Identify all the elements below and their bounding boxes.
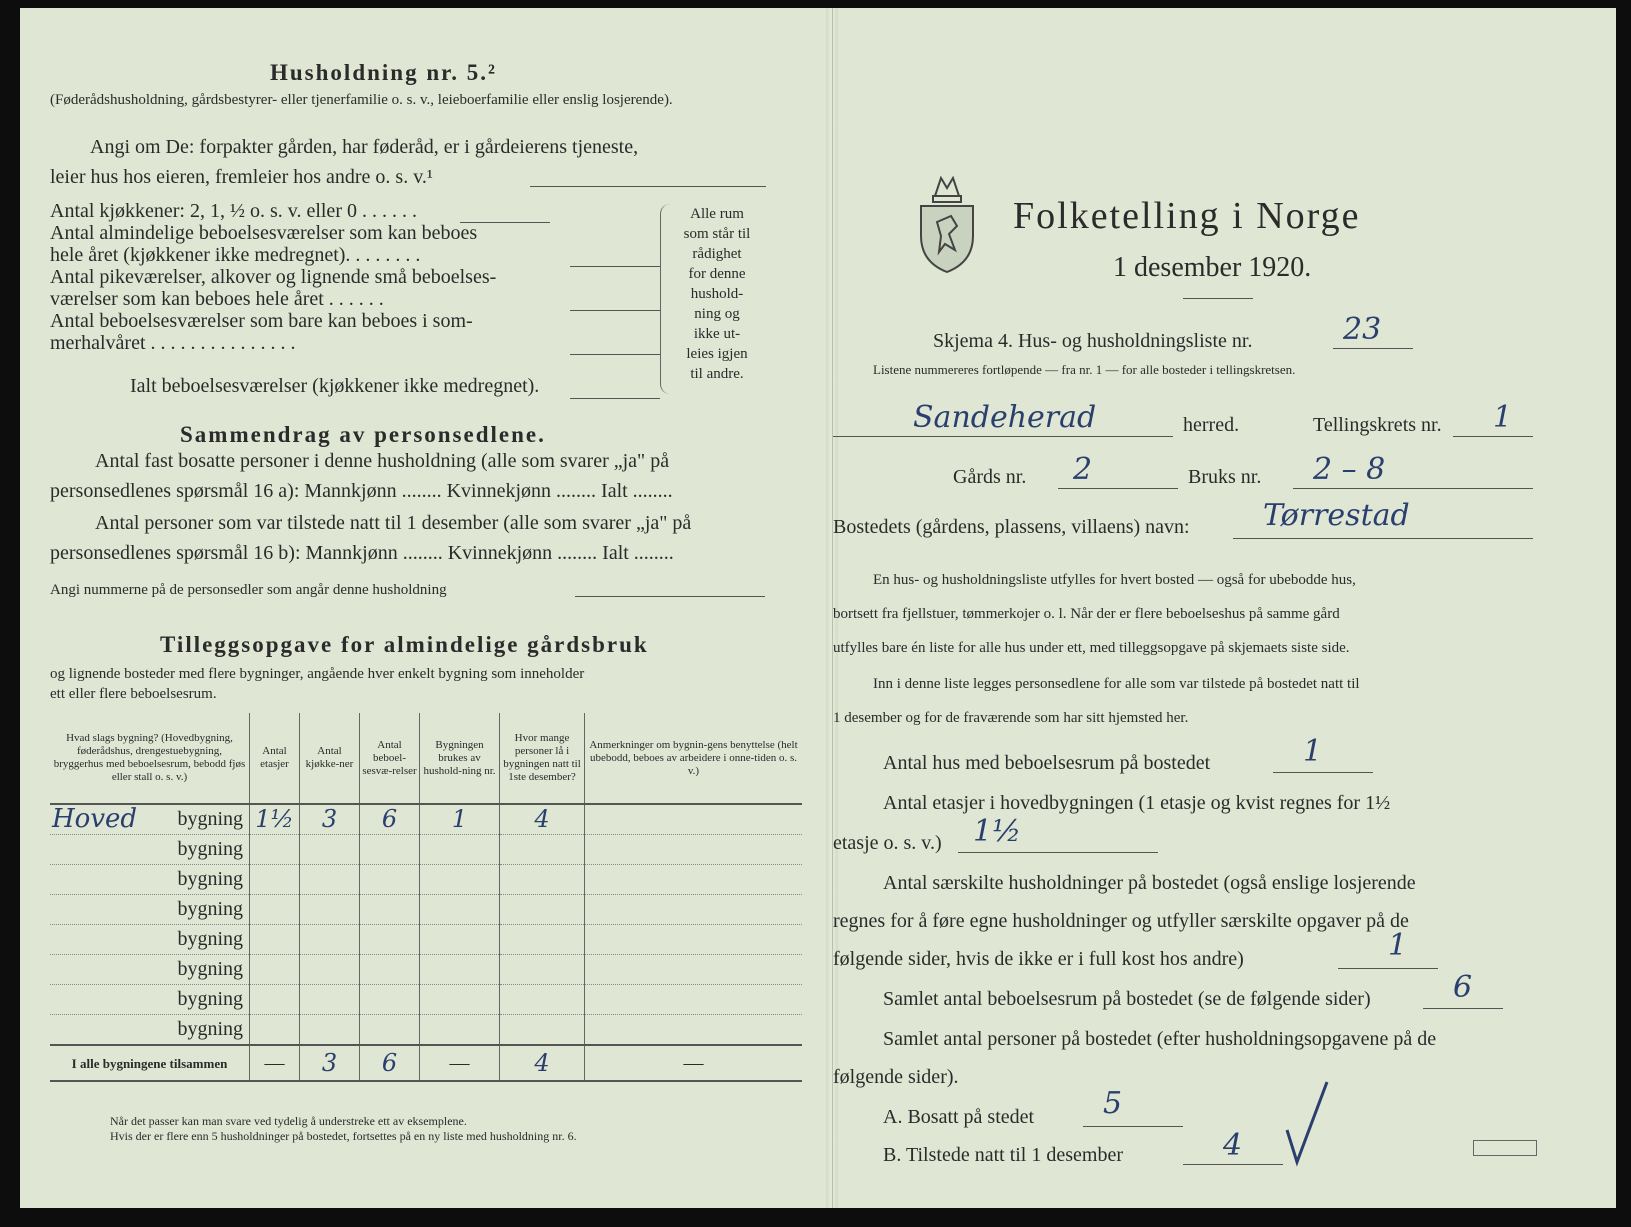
col-vaerelser: Antal beboel-sesvæ-relser [360,713,420,804]
rooms-line-2: hele året (kjøkkener ikke medregnet). . . . . . . . [50,244,421,266]
q-bosatt: A. Bosatt på stedet [883,1106,1035,1128]
kjokkener-value: 3 [300,804,360,835]
q-husholdninger-line-0: Antal særskilte husholdninger på bostedet (også enslige losjerende [883,872,1416,894]
angi-line-2: leier hus hos eieren, fremleier hos andre o. s. v.¹ [50,166,433,188]
col-etasjer: Antal etasjer [250,713,300,804]
q-antal-hus-value: 1 [1303,734,1323,769]
printer-stamp [1473,1140,1537,1156]
vaerelser-value: 6 [360,804,420,835]
q-husholdninger-line-1: regnes for å føre egne husholdninger og utfyller særskilte opgaver på de [833,910,1409,932]
krets-label: Tellingskrets nr. [1313,414,1442,436]
census-date: 1 desember 1920. [1113,252,1312,283]
gards-value: 2 [1073,452,1093,487]
table-row: Hoved bygning 1½ 3 6 1 4 [50,804,802,835]
q-husholdninger-value: 1 [1388,928,1408,963]
coat-of-arms-icon [915,166,979,276]
brace-note: Alle rum som står til rådighet for denne hushold- ning og ikke ut- leies igjen til andre. [683,206,751,382]
sammendrag-title: Sammendrag av personsedlene. [180,422,546,447]
col-husholdning: Bygningen brukes av hushold-ning nr. [420,713,500,804]
rooms-line-0: Antal kjøkkener: 2, 1, ½ o. s. v. eller 0 . . . . . . [50,200,417,222]
checkmark-icon [1283,1078,1333,1168]
right-page [832,8,1617,1208]
tillegg-sub-0: og lignende bosteder med flere bygninger, angående hver enkelt bygning som inneholder [50,666,585,682]
sammendrag-line-4: Angi nummerne på de personsedler som angår denne husholdning [50,582,447,598]
sammendrag-line-3: personsedlenes spørsmål 16 b): Mannkjønn ........ Kvinnekjønn ........ Ialt ........ [50,542,674,564]
listene-note: Listene nummereres fortløpende — fra nr. 1 — for alle bosteder i tellingskretsen. [873,362,1296,377]
sammendrag-line-2: Antal personer som var tilstede natt til 1 desember (alle som svarer „ja" på [95,512,692,534]
angi-line-1: Angi om De: forpakter gården, har føderåd, er i gårdeierens tjeneste, [90,136,639,158]
skjema-label: Skjema 4. Hus- og husholdningsliste nr. [933,330,1253,352]
q-etasjer-line-2: etasje o. s. v.) [833,832,942,854]
table-row: bygning [50,895,802,925]
q-etasjer-value: 1½ [973,814,1022,849]
census-sheet [20,8,1616,1208]
bruks-value: 2 – 8 [1313,452,1386,487]
q-beboelsesrum-value: 6 [1453,970,1473,1005]
building-type-value: Hoved [52,804,138,834]
table-total-row: I alle bygningene tilsammen — 3 6 — 4 — [50,1045,802,1081]
footnote-2: Hvis der er flere enn 5 husholdninger på bostedet, fortsettes på en ny liste med husholdning nr. 6. [110,1129,577,1143]
info2-line-0: Inn i denne liste legges personsedlene for alle som var tilstede på bostedet natt til [873,676,1360,692]
footnote-1: Når det passer kan man svare ved tydelig å understreke ett av eksemplene. [110,1114,467,1128]
bruks-label: Bruks nr. [1188,466,1262,488]
krets-value: 1 [1493,400,1513,435]
rooms-line-3: Antal pikeværelser, alkover og lignende små beboelses- [50,266,497,288]
q-tilstede-value: 4 [1223,1128,1243,1163]
q-personer-line-1: følgende sider). [833,1066,959,1088]
herred-label: herred. [1183,414,1240,436]
q-bosatt-value: 5 [1103,1086,1123,1121]
rooms-line-6: merhalvåret . . . . . . . . . . . . . . . [50,332,296,354]
sammendrag-line-0: Antal fast bosatte personer i denne husholdning (alle som svarer „ja" på [95,450,670,472]
table-row: bygning [50,925,802,955]
rooms-line-5: Antal beboelsesværelser som bare kan beboes i som- [50,310,473,332]
q-tilstede: B. Tilstede natt til 1 desember [883,1144,1123,1166]
skjema-number: 23 [1343,312,1382,347]
table-row: bygning [50,835,802,865]
table-row: bygning [50,985,802,1015]
household-title: Husholdning nr. 5.² [270,60,497,85]
gards-label: Gårds nr. [953,466,1027,488]
building-table [50,713,802,1082]
ialt-rooms: Ialt beboelsesværelser (kjøkkener ikke medregnet). [130,375,540,397]
rooms-line-4: værelser som kan beboes hele året . . . . . . [50,288,384,310]
q-etasjer-line-1: Antal etasjer i hovedbygningen (1 etasje og kvist regnes for 1½ [883,792,1391,814]
col-anmerkninger: Anmerkninger om bygnin-gens benyttelse (helt ubebodd, beboes av arbeidere i onne-tiden o. s. v.) [585,713,803,804]
info2-line-1: 1 desember og for de fraværende som har sitt hjemsted her. [833,710,1189,726]
etasjer-value: 1½ [250,804,300,835]
col-personer: Hvor mange personer lå i bygningen natt til 1ste desember? [500,713,585,804]
table-row: bygning [50,1015,802,1046]
q-beboelsesrum: Samlet antal beboelsesrum på bostedet (se de følgende sider) [883,988,1371,1010]
bosted-value: Tørrestad [1263,498,1410,533]
col-kjokkener: Antal kjøkke-ner [300,713,360,804]
rooms-line-1: Antal almindelige beboelsesværelser som kan beboes [50,222,478,244]
left-page [20,8,832,1208]
sammendrag-line-1: personsedlenes spørsmål 16 a): Mannkjønn ........ Kvinnekjønn ........ Ialt ........ [50,480,673,502]
total-label: I alle bygningene tilsammen [50,1045,250,1081]
table-row: bygning [50,955,802,985]
q-antal-hus: Antal hus med beboelsesrum på bostedet [883,752,1211,774]
table-header [50,713,802,804]
info1-line-0: En hus- og husholdningsliste utfylles for hvert bosted — også for ubebodde hus, [873,572,1356,588]
herred-value: Sandeherad [913,400,1097,435]
main-title: Folketelling i Norge [1013,195,1361,237]
household-subtitle: (Føderådshusholdning, gårdsbestyrer- eller tjenerfamilie o. s. v., leieboerfamilie eller enslig losjerende). [50,92,673,108]
bosted-label: Bostedets (gårdens, plassens, villaens) navn: [833,516,1190,538]
q-personer-line-0: Samlet antal personer på bostedet (efter husholdningsopgavene på de [883,1028,1437,1050]
info1-line-2: utfylles bare én liste for alle hus under ett, med tilleggsopgave på skjemaets siste side. [833,640,1350,656]
info1-line-1: bortsett fra fjellstuer, tømmerkojer o. l. Når der er flere beboelseshus på samme gård [833,606,1340,622]
personer-value: 4 [500,804,585,835]
husholdning-value: 1 [420,804,500,835]
tillegg-title: Tilleggsopgave for almindelige gårdsbruk [160,632,649,657]
col-building-type: Hvad slags bygning? (Hovedbygning, føderådshus, drengestuebygning, bryggerhus med beboelsesrum, bebodd fjøs eller stall o. s. v.) [50,713,250,804]
table-row: bygning [50,865,802,895]
tillegg-sub-1: ett eller flere beboelsesrum. [50,686,217,702]
q-husholdninger-line-2: følgende sider, hvis de ikke er i full kost hos andre) [833,948,1244,970]
